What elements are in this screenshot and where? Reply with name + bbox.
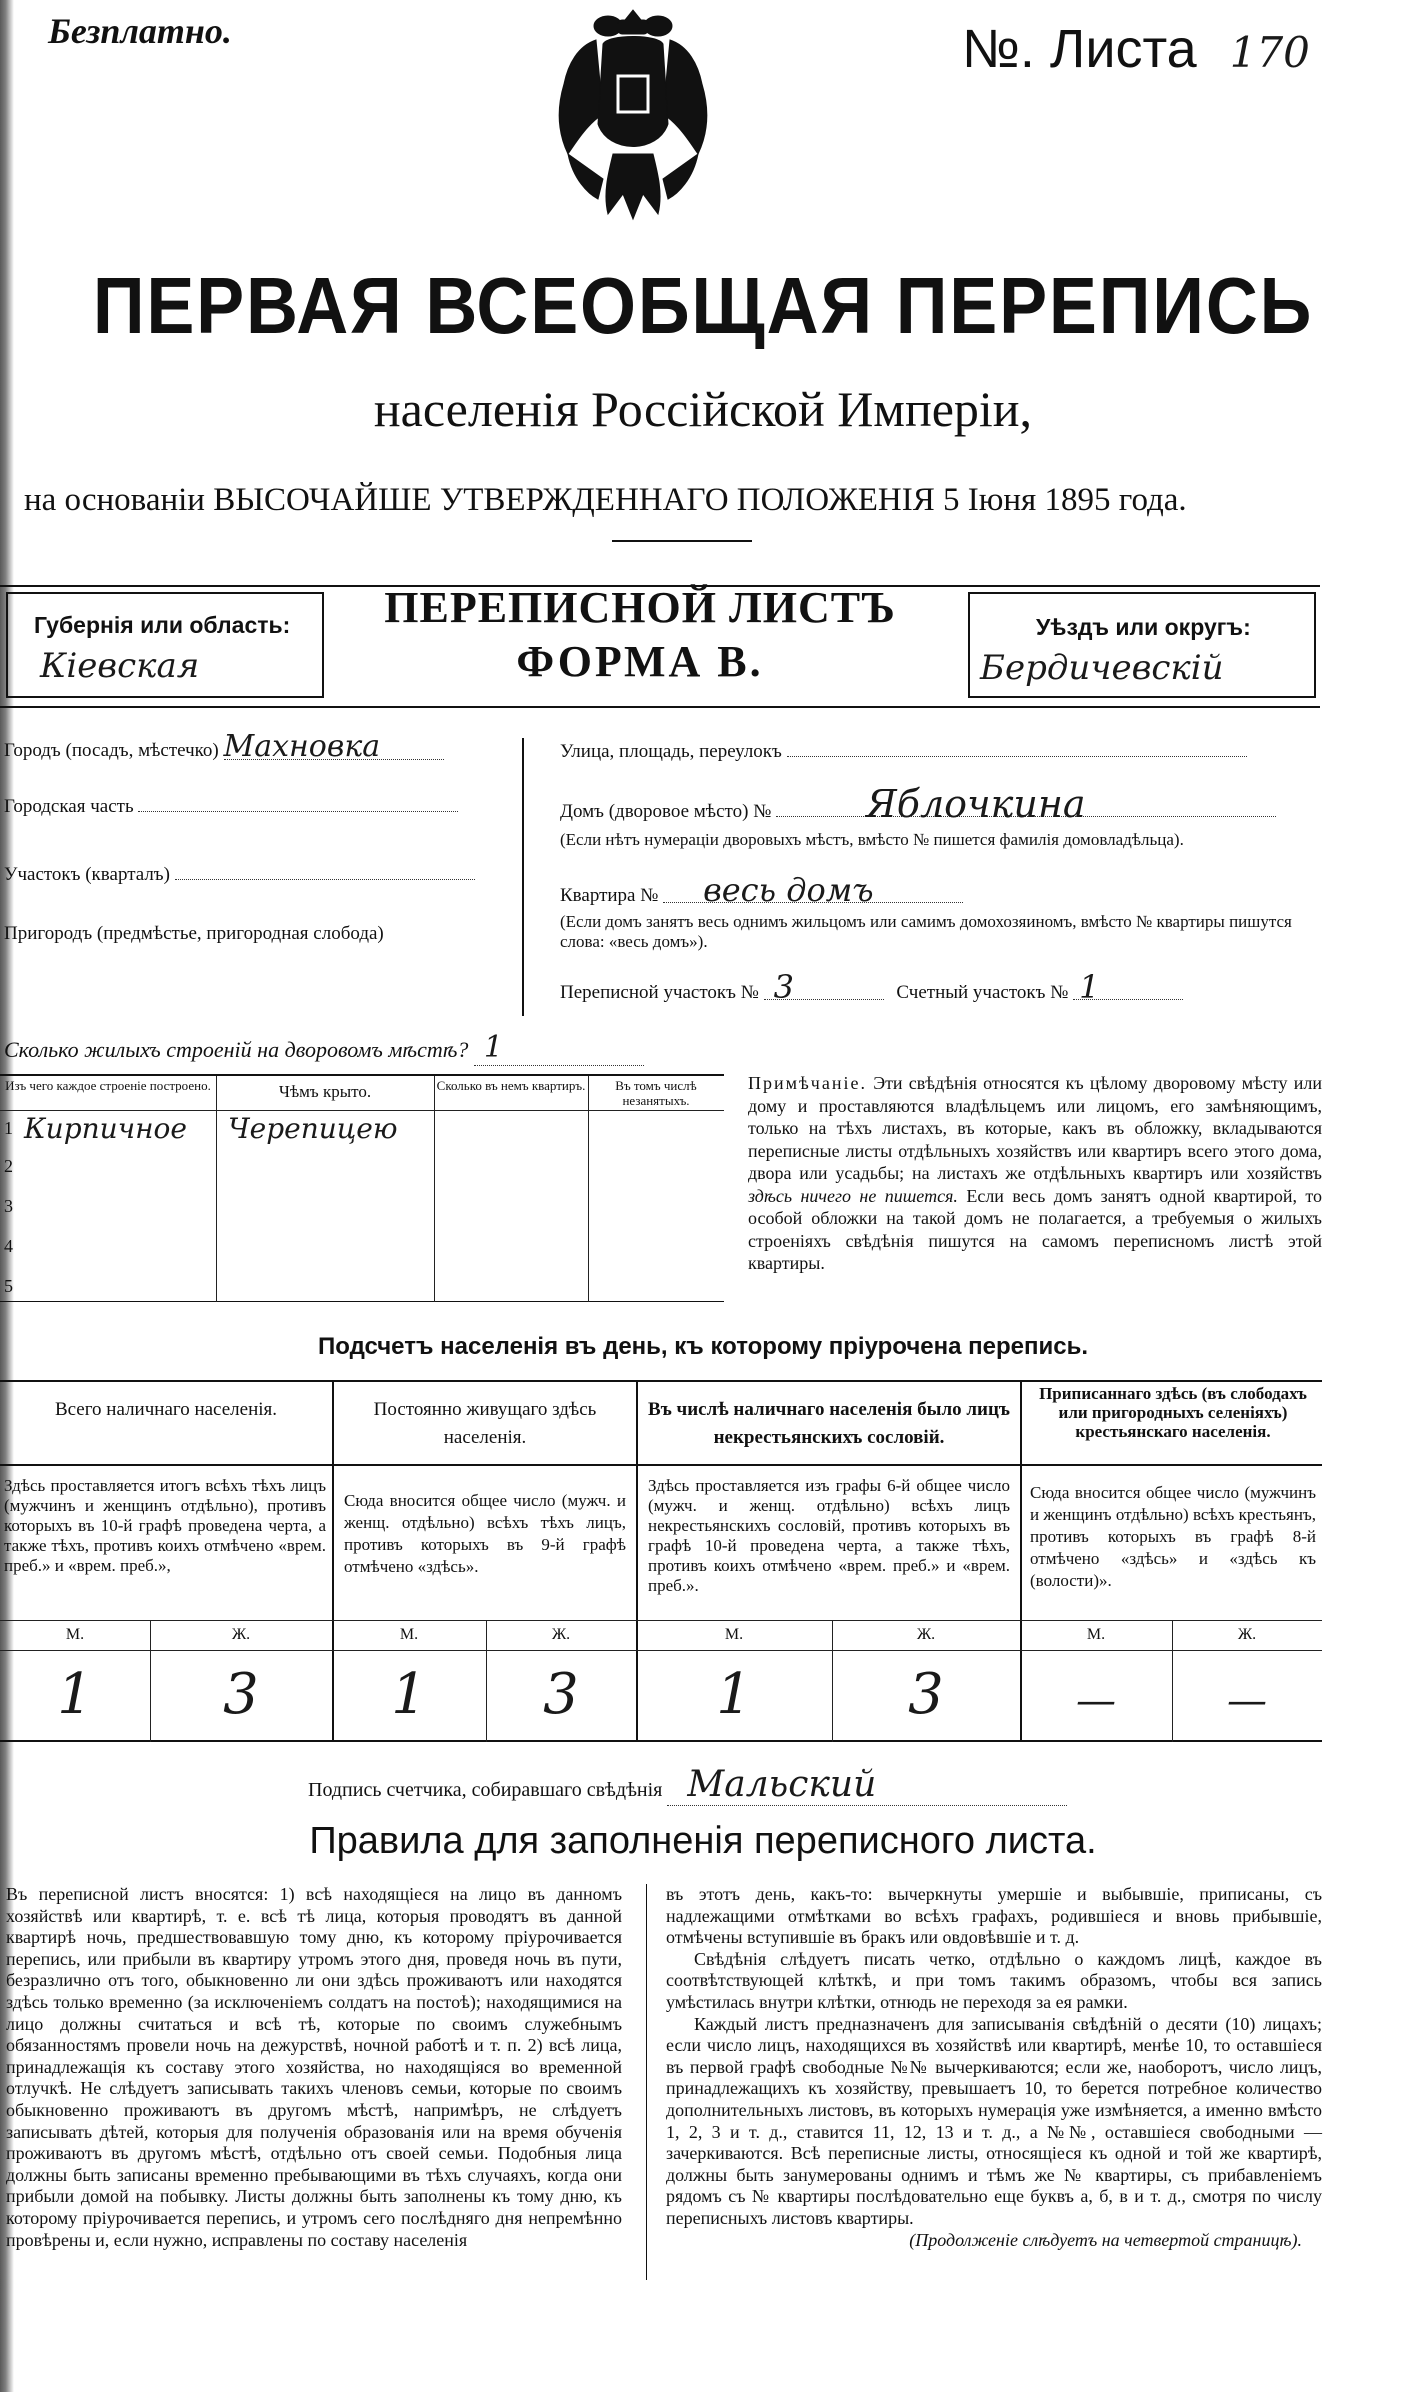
table-row: [0, 1112, 724, 1150]
row-number: 1: [4, 1118, 13, 1138]
count-area-label: Счетный участокъ №: [896, 982, 1069, 1003]
col-material-head: Изъ чего каждое строеніе построено.: [5, 1078, 211, 1093]
population-table: [0, 1380, 1322, 1742]
row-roof: Черепицею: [228, 1112, 398, 1145]
buildings-answer: 1: [474, 1030, 644, 1066]
address-divider: [522, 738, 524, 1016]
registered-female: —: [1227, 1678, 1267, 1724]
section-value: [175, 879, 475, 880]
house-value: Яблочкина: [776, 792, 1276, 817]
rules-right-p1: въ этотъ день, какъ-то: вычеркнуты умершіе и выбывшіе, приписаны, съ надлежащими отмѣтками во всѣхъ графахъ, родившіеся и вновь прибывшіе, отмѣчены вступившіе въ бракъ или овдовѣвшіе и т. д.: [666, 1884, 1322, 1948]
m-label: М.: [1086, 1626, 1106, 1643]
house-note: (Если нѣтъ нумераціи дворовыхъ мѣстъ, вмѣсто № пишется фамилія домовладѣльца).: [560, 830, 1184, 849]
row-material: Кирпичное: [24, 1112, 187, 1145]
street-value: [787, 756, 1247, 757]
pop-col-head-total: Всего наличнаго населенія.: [54, 1399, 278, 1420]
suburb-field: [4, 922, 504, 946]
signature-field: [308, 1764, 1067, 1806]
gubernia-value: Кіевская: [40, 646, 200, 686]
street-label: Улица, площадь, переулокъ: [560, 741, 782, 762]
rules-continued: (Продолженіе слѣдуетъ на четвертой страницѣ).: [909, 2229, 1302, 2250]
table-row: [0, 1264, 724, 1302]
table-row: [0, 1188, 724, 1226]
permanent-female: 3: [543, 1662, 579, 1727]
note-tail: Если весь домъ занятъ одной квартирой, то особой обложки на такой домъ не полагается, а требуемыя о жилыхъ строеніяхъ свѣдѣнія пишутся на самомъ переписномъ листѣ этой квартиры.: [748, 1185, 1322, 1273]
f-label: Ж.: [916, 1626, 936, 1643]
f-label: Ж.: [231, 1626, 251, 1643]
table-row: [0, 1226, 724, 1264]
rules-divider: [646, 1884, 647, 2280]
suburb-label: Пригородъ (предмѣстье, пригородная слобода): [4, 923, 384, 944]
note-title: Примѣчаніе.: [748, 1073, 867, 1093]
main-title: ПЕРВАЯ ВСЕОБЩАЯ ПЕРЕПИСЬ: [92, 261, 1314, 350]
section-field: [4, 863, 504, 887]
row-number: 4: [4, 1236, 13, 1256]
census-area-field: [560, 968, 1183, 1006]
pop-col-head-permanent: Постоянно живущаго здѣсь населенія.: [373, 1399, 597, 1448]
subtitle: населенія Россійской Имперіи,: [373, 381, 1033, 437]
form-name: ПЕРЕПИСНОЙ ЛИСТЪ: [384, 583, 896, 632]
city-field: [4, 729, 504, 764]
pop-col-body-registered: Сюда вносится общее число (мужчинъ и женщинъ отдѣльно) всѣхъ крестьянъ, противъ которыхъ въ графѣ 8-й отмѣчено «здѣсь» и «здѣсь къ (волости)».: [1030, 1483, 1316, 1590]
coat-of-arms-icon: [548, 4, 718, 234]
buildings-question-label: Сколько жилыхъ строеній на дворовомъ мѣстѣ?: [4, 1037, 469, 1062]
note-text: Эти свѣдѣнія относятся къ цѣлому дворовому мѣсту или дому и проставляются владѣльцемъ или лицомъ, его замѣняющимъ, только на тѣхъ листахъ, въ которые, какъ въ обложку, вкладываются переписные листы отдѣльныхъ хозяйствъ или квартиръ всего этого дома, двора или усадьбы; на листахъ же отдѣльныхъ квартиръ или хозяйствъ: [748, 1073, 1322, 1183]
section-label: Участокъ (кварталъ): [4, 864, 170, 885]
pop-col-body-permanent: Сюда вносится общее число (мужч. и женщ. отдѣльно) всѣхъ тѣхъ лицъ, противъ которыхъ въ 9-й графѣ отмѣчено «здѣсь».: [344, 1491, 626, 1576]
population-title: Подсчетъ населенія въ день, къ которому пріурочена перепись.: [318, 1333, 1088, 1360]
row-number: 3: [4, 1196, 13, 1216]
buildings-note: [748, 1072, 1322, 1275]
gubernia-label: Губернія или область:: [34, 612, 291, 638]
pop-col-head-nonpeasant: Въ числѣ наличнаго населенія было лицъ некрестьянскихъ сословій.: [648, 1399, 1010, 1448]
city-label: Городъ (посадъ, мѣстечко): [4, 740, 219, 761]
m-label: М.: [65, 1626, 85, 1643]
nonpeasant-male: 1: [716, 1662, 752, 1727]
flat-field: [560, 871, 963, 909]
flat-note: (Если домъ занятъ весь однимъ жильцомъ или самимъ домохозяиномъ, вмѣсто № квартиры пишутся слова: «весь домъ»).: [560, 912, 1292, 951]
sheet-number-value: 170: [1229, 28, 1310, 77]
signature-label: Подпись счетчика, собиравшаго свѣдѣнія: [308, 1779, 663, 1801]
uezd-label: Уѣздъ или округъ:: [1036, 614, 1251, 640]
rules-right-p3: Каждый листъ предназначенъ для записыванія свѣдѣній о десяти (10) лицахъ; если число лицъ, находящихся въ хозяйствѣ или квартирѣ, менѣе 10, то оставшіеся въ первой графѣ свободные №№ вычеркиваются; если же, наоборотъ, число лицъ, принадлежащихъ къ хозяйству, превышаетъ 10, то берется потребное количество дополнительныхъ листовъ, въ которыхъ нумерація уже измѣняется, а именно вмѣсто 1, 2, 3 и т. д., ставится 11, 12, 13 и т. д., а №№, оставшіеся свободными — зачеркиваются. Всѣ переписные листы, относящіеся къ одной и той же квартирѣ, должны быть занумерованы однимъ и тѣмъ же № квартиры, съ прибавленіемъ рядомъ съ № квартиры послѣдовательно еще буквъ а, б, в и т. д., смотря по числу переписныхъ листовъ квартиры.: [666, 2013, 1322, 2228]
total-female: 3: [223, 1662, 259, 1727]
district-field: [4, 795, 504, 819]
district-label: Городская часть: [4, 796, 134, 817]
title-rule: [612, 540, 752, 542]
rules-right-p2: Свѣдѣнія слѣдуетъ писать четко, отдѣльно о каждомъ лицѣ, каждое въ соотвѣтствующей клѣткѣ, и при томъ такимъ образомъ, чтобы вся запись умѣстилась внутри клѣтки, отнюдь не переходя за ея рамки.: [666, 1948, 1322, 2012]
permanent-male: 1: [391, 1662, 427, 1727]
pop-col-head-registered: Приписаннаго здѣсь (въ слободахъ или пригородныхъ селеніяхъ) крестьянскаго населенія.: [1039, 1384, 1307, 1441]
table-row: [0, 1150, 724, 1188]
registered-male: —: [1076, 1678, 1116, 1724]
note-italic: здѣсь ничего не пишется.: [748, 1185, 958, 1206]
rules-title: Правила для заполненія переписного листа.: [309, 1820, 1097, 1862]
sheet-number-label: №. Листа: [962, 19, 1197, 79]
district-value: [138, 811, 458, 812]
census-area-label: Переписной участокъ №: [560, 982, 759, 1003]
row-number: 5: [4, 1276, 13, 1296]
house-label: Домъ (дворовое мѣсто) №: [560, 801, 772, 822]
rules-right-column: [666, 1884, 1322, 2251]
f-label: Ж.: [1237, 1626, 1257, 1643]
count-area-value: 1: [1073, 975, 1183, 1000]
city-value: Махновка: [224, 735, 444, 760]
m-label: М.: [724, 1626, 744, 1643]
buildings-table: [0, 1074, 724, 1302]
uezd-value: Бердичевскій: [980, 648, 1224, 688]
street-field: [560, 740, 1247, 764]
rules-left-column: Въ переписной листъ вносятся: 1) всѣ находящіеся на лицо въ данномъ хозяйствѣ или квартирѣ, т. е. всѣ тѣ лица, которыя проводятъ въ данной квартирѣ ночь, предшествовавшую тому дню, къ которому пріурочивается перепись, или прибыли въ квартиру утромъ этого дня, проведя ночь въ пути, безразлично отъ того, обыкновенно ли они здѣсь проживаютъ или находятся здѣсь только временно (за исключеніемъ солдатъ на постоѣ); находящимися на лицо должны считаться и всѣ тѣ, которые по своимъ служебнымъ обязанностямъ провели ночь на дежурствѣ, ночной работѣ и т. п. 2) всѣ лица, принадлежащія къ составу этого хозяйства, но находящіяся во временной отлучкѣ. Не слѣдуетъ записывать такихъ членовъ семьи, которые по своимъ обыкновенно проживаютъ въ другомъ мѣстѣ, напримѣръ, не слѣдуетъ записывать дѣтей, которыя для полученія образованія или на время обученія проживаютъ въ другомъ мѣстѣ, отдѣльно отъ своей семьи. Подобныя лица должны быть записаны временно пребывающими въ тѣхъ случаяхъ, когда они прибыли домой на побывку. Листы должны быть заполнены къ тому дню, къ которому пріурочивается перепись, и утромъ сего послѣдняго дня непремѣнно провѣрены и, если нужно, исправлены по составу населенія: [6, 1884, 622, 2250]
sheet-number: [962, 18, 1310, 80]
band-bottom-rule: [0, 706, 1320, 708]
col-empty-head: Въ томъ числѣ незанятыхъ.: [615, 1078, 697, 1108]
form-type: ФОРМА В.: [516, 637, 764, 686]
total-male: 1: [57, 1662, 93, 1727]
house-field: [560, 782, 1276, 826]
nonpeasant-female: 3: [908, 1662, 944, 1727]
col-roof-head: Чѣмъ крыто.: [278, 1082, 372, 1101]
flat-label: Квартира №: [560, 885, 659, 906]
f-label: Ж.: [551, 1626, 571, 1643]
pop-col-body-nonpeasant: Здѣсь проставляется изъ графы 6-й общее число (мужч. и женщ. отдѣльно) всѣхъ лицъ некрестьянскихъ сословій, противъ которыхъ въ графѣ 10-й проведена черта, а также тѣхъ, противъ коихъ отмѣчено «врем. преб.» и «врем. преб.».: [648, 1476, 1010, 1595]
row-number: 2: [4, 1156, 13, 1176]
buildings-question: [4, 1030, 644, 1066]
basis-line: на основаніи ВЫСОЧАЙШЕ УТВЕРЖДЕННАГО ПОЛОЖЕНІЯ 5 Іюня 1895 года.: [24, 482, 1187, 518]
free-label: Безплатно.: [48, 11, 232, 51]
col-flats-head: Сколько въ немъ квартиръ.: [436, 1078, 586, 1093]
census-area-value: 3: [764, 975, 884, 1000]
m-label: М.: [399, 1626, 419, 1643]
flat-value: весь домъ: [663, 878, 963, 903]
pop-col-body-total: Здѣсь проставляется итогъ всѣхъ тѣхъ лицъ (мужчинъ и женщинъ отдѣльно), противъ которыхъ въ 10-й графѣ проведена черта, а также тѣхъ, противъ коихъ отмѣчено «врем. преб.» и «врем. преб.»,: [4, 1476, 326, 1575]
signature-value: Мальский: [667, 1764, 1067, 1806]
